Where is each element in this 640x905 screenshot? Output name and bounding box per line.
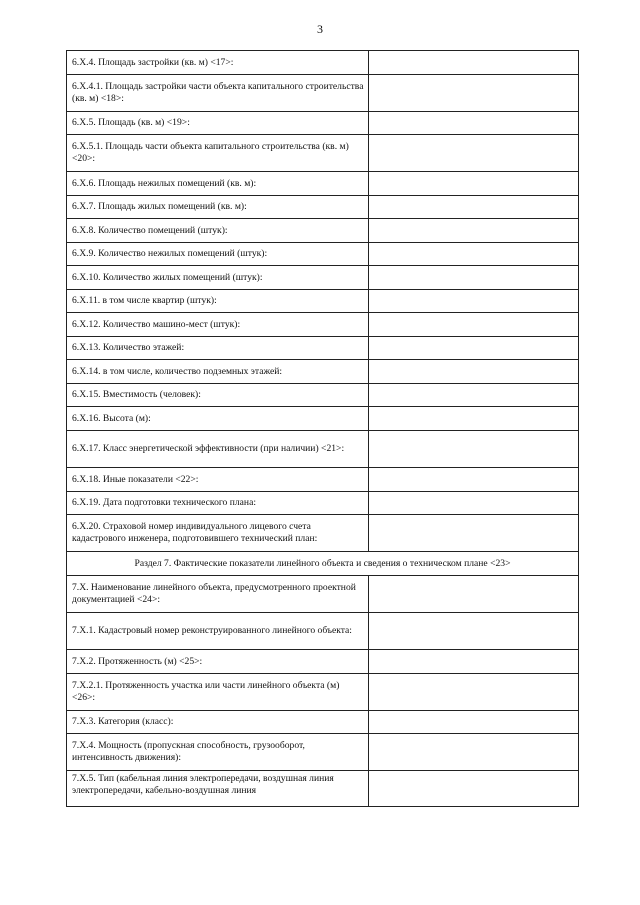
- table-row: [67, 51, 579, 75]
- value-cell[interactable]: [369, 313, 579, 337]
- table-row: [67, 492, 579, 515]
- table-row: [67, 407, 579, 431]
- table-row: [67, 468, 579, 492]
- row-label: 7.X.2.1. Протяженность участка или части линейного объекта (м) <26>:: [67, 674, 369, 711]
- value-cell[interactable]: [369, 576, 579, 613]
- value-cell[interactable]: [369, 290, 579, 313]
- row-label: 7.X.1. Кадастровый номер реконструированного линейного объекта:: [67, 613, 369, 650]
- row-label: 6.X.13. Количество этажей:: [67, 337, 369, 360]
- table-row: [67, 112, 579, 135]
- table-row: [67, 431, 579, 468]
- row-label: 6.X.20. Страховой номер индивидуального лицевого счета кадастрового инженера, подготовившего технический план:: [67, 515, 369, 552]
- table-row: [67, 313, 579, 337]
- value-cell[interactable]: [369, 337, 579, 360]
- table-row: [67, 172, 579, 196]
- value-cell[interactable]: [369, 407, 579, 431]
- value-cell[interactable]: [369, 196, 579, 219]
- value-cell[interactable]: [369, 515, 579, 552]
- value-cell[interactable]: [369, 219, 579, 243]
- table-row: [67, 135, 579, 172]
- value-cell[interactable]: [369, 172, 579, 196]
- table-row: [67, 290, 579, 313]
- table-row: [67, 337, 579, 360]
- table-row: [67, 771, 579, 807]
- value-cell[interactable]: [369, 243, 579, 266]
- section-7-title: Раздел 7. Фактические показатели линейного объекта и сведения о техническом плане <23>: [67, 552, 579, 576]
- row-label: 6.X.11. в том числе квартир (штук):: [67, 290, 369, 313]
- table-row: [67, 674, 579, 711]
- row-label: 6.X.7. Площадь жилых помещений (кв. м):: [67, 196, 369, 219]
- row-label: 6.X.10. Количество жилых помещений (штук):: [67, 266, 369, 290]
- value-cell[interactable]: [369, 650, 579, 674]
- row-label: 6.X.17. Класс энергетической эффективности (при наличии) <21>:: [67, 431, 369, 468]
- value-cell[interactable]: [369, 468, 579, 492]
- table-row: [67, 613, 579, 650]
- value-cell[interactable]: [369, 674, 579, 711]
- value-cell[interactable]: [369, 492, 579, 515]
- row-label: 7.X. Наименование линейного объекта, предусмотренного проектной документацией <24>:: [67, 576, 369, 613]
- page-number: 3: [317, 22, 323, 36]
- table-row: [67, 734, 579, 771]
- value-cell[interactable]: [369, 360, 579, 384]
- value-cell[interactable]: [369, 384, 579, 407]
- row-label: 6.X.12. Количество машино-мест (штук):: [67, 313, 369, 337]
- table-row: [67, 196, 579, 219]
- row-label: 7.X.4. Мощность (пропускная способность, грузооборот, интенсивность движения):: [67, 734, 369, 771]
- value-cell[interactable]: [369, 613, 579, 650]
- table-row: [67, 219, 579, 243]
- section-title-row: [67, 552, 579, 576]
- value-cell[interactable]: [369, 75, 579, 112]
- table-row: [67, 576, 579, 613]
- row-label: 6.X.16. Высота (м):: [67, 407, 369, 431]
- table-row: [67, 243, 579, 266]
- table-row: [67, 650, 579, 674]
- row-label: 6.X.4. Площадь застройки (кв. м) <17>:: [67, 51, 369, 75]
- row-label: 6.X.14. в том числе, количество подземных этажей:: [67, 360, 369, 384]
- table-row: [67, 360, 579, 384]
- value-cell[interactable]: [369, 734, 579, 771]
- row-label: 6.X.4.1. Площадь застройки части объекта капитального строительства (кв. м) <18>:: [67, 75, 369, 112]
- technical-indicators-table: [66, 50, 579, 807]
- row-label: 7.X.2. Протяженность (м) <25>:: [67, 650, 369, 674]
- value-cell[interactable]: [369, 431, 579, 468]
- value-cell[interactable]: [369, 112, 579, 135]
- table-row: [67, 75, 579, 112]
- row-label: 6.X.9. Количество нежилых помещений (штук):: [67, 243, 369, 266]
- row-label: 6.X.5.1. Площадь части объекта капитального строительства (кв. м) <20>:: [67, 135, 369, 172]
- value-cell[interactable]: [369, 51, 579, 75]
- row-label: 6.X.15. Вместимость (человек):: [67, 384, 369, 407]
- row-label: 7.X.5. Тип (кабельная линия электропередачи, воздушная линия электропередачи, кабельно-воздушная линия: [67, 771, 369, 807]
- table-row: [67, 266, 579, 290]
- row-label: 6.X.6. Площадь нежилых помещений (кв. м):: [67, 172, 369, 196]
- table-row: [67, 515, 579, 552]
- value-cell[interactable]: [369, 711, 579, 734]
- table-row: [67, 384, 579, 407]
- value-cell[interactable]: [369, 266, 579, 290]
- table-row: [67, 711, 579, 734]
- value-cell[interactable]: [369, 771, 579, 807]
- row-label: 7.X.3. Категория (класс):: [67, 711, 369, 734]
- row-label: 6.X.19. Дата подготовки технического плана:: [67, 492, 369, 515]
- row-label: 6.X.5. Площадь (кв. м) <19>:: [67, 112, 369, 135]
- row-label: 6.X.8. Количество помещений (штук):: [67, 219, 369, 243]
- value-cell[interactable]: [369, 135, 579, 172]
- row-label: 6.X.18. Иные показатели <22>:: [67, 468, 369, 492]
